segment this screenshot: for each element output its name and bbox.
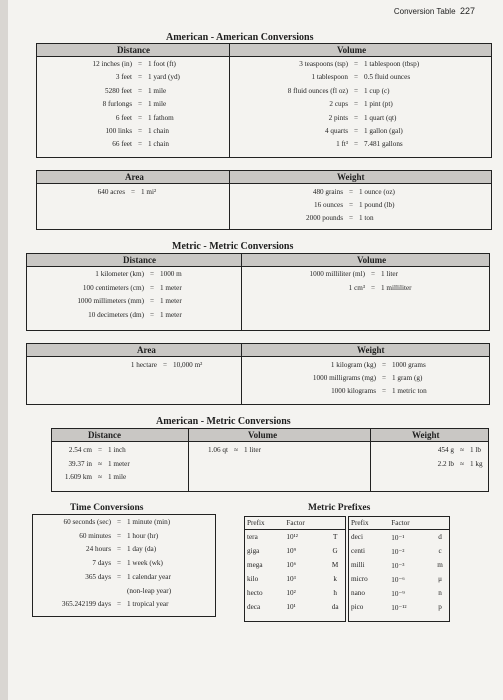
conversion-to: 1 pound (lb) — [359, 201, 395, 209]
conversion-from: 100 centimeters (cm) — [82, 283, 144, 292]
conversion-to: 1 lb — [470, 446, 481, 454]
equals-sign: = — [116, 545, 122, 554]
prefix-symbol: m — [437, 561, 443, 569]
prefix-name: deci — [351, 533, 363, 541]
prefix-row — [245, 544, 345, 558]
conversion-row — [228, 73, 410, 81]
prefix-factor: 10³ — [286, 575, 296, 583]
conversion-to: 1 foot (ft) — [148, 60, 176, 68]
conversion-to: 1 liter — [244, 446, 261, 454]
conversion-from: 100 links — [105, 127, 132, 135]
conversion-row — [54, 473, 126, 481]
conversion-row — [192, 446, 261, 454]
conversion-row — [37, 140, 169, 148]
conversion-from: 1000 milliliter (ml) — [309, 270, 365, 278]
conversion-from: 1 kilometer (km) — [95, 270, 144, 278]
conversion-from: 2 cups — [329, 100, 348, 109]
american-area-weight-box — [36, 170, 492, 230]
equals-sign: = — [353, 127, 359, 135]
conversion-row — [29, 297, 182, 305]
prefix-row — [349, 530, 449, 545]
american-metric-title: American - Metric Conversions — [156, 416, 291, 427]
equals-sign: = — [116, 600, 122, 609]
metric-weight-label: Weight — [357, 345, 385, 355]
prefix-symbol: μ — [438, 575, 442, 583]
conversion-row — [228, 140, 403, 148]
time-title: Time Conversions — [70, 503, 144, 513]
conversion-from: 16 ounces — [314, 201, 343, 209]
conversion-from: 1 kilogram (kg) — [330, 361, 376, 369]
prefix-row — [245, 530, 345, 545]
equals-sign: = — [137, 86, 143, 95]
equals-sign: = — [353, 73, 359, 82]
conversion-to: 10,000 m² — [173, 361, 203, 369]
conversion-from: 60 seconds (sec) — [63, 518, 111, 526]
prefix-name: tera — [247, 533, 258, 541]
conversion-row — [246, 361, 426, 369]
prefix-row — [349, 572, 449, 586]
conversion-to: 1 quart (qt) — [364, 113, 397, 122]
conversion-from: 480 grains — [312, 188, 343, 196]
conversion-to: 1 tropical year — [127, 600, 169, 609]
conversion-to: 1 chain — [148, 140, 169, 149]
equals-sign: = — [353, 140, 359, 149]
metric-title: Metric - Metric Conversions — [172, 241, 294, 252]
conversion-from: 60 minutes — [79, 531, 111, 540]
american-metric-weight-label: Weight — [412, 430, 440, 440]
conversion-row — [33, 545, 156, 553]
prefix-header-row — [349, 517, 449, 530]
equals-sign: = — [353, 60, 359, 68]
conversion-row — [37, 60, 176, 68]
conversion-row — [37, 100, 166, 108]
prefix-symbol: M — [331, 561, 339, 569]
prefix-symbol: d — [438, 533, 442, 541]
equals-sign: = — [348, 188, 354, 196]
conversion-row — [33, 559, 163, 567]
conversion-to: 1000 grams — [392, 361, 426, 369]
conversion-row — [33, 600, 169, 608]
prefixes-left-box — [244, 516, 346, 622]
conversion-from: 7 days — [92, 559, 111, 568]
conversion-to: 1 meter — [108, 459, 130, 468]
prefix-name: pico — [351, 603, 364, 611]
metric-area-label: Area — [137, 345, 156, 355]
metric-volume-label: Volume — [357, 255, 387, 265]
metric-area-weight-box — [26, 343, 490, 405]
prefix-name: giga — [247, 547, 260, 555]
conversion-from: 3 feet — [115, 73, 132, 82]
equals-sign: = — [97, 446, 103, 454]
conversion-to: 1 meter — [160, 283, 182, 292]
american-metric-distance-label: Distance — [88, 430, 121, 440]
prefix-name: mega — [247, 561, 263, 569]
conversion-to: 1 gallon (gal) — [364, 127, 403, 135]
conversion-row — [29, 270, 182, 278]
conversion-to: 1 mile — [108, 473, 127, 481]
conversion-row — [57, 361, 202, 369]
conversion-row — [33, 573, 171, 581]
prefixes-title: Metric Prefixes — [308, 503, 371, 513]
conversion-from: 2 pints — [328, 113, 348, 122]
conversion-from: 365 days — [85, 572, 111, 581]
conversion-to: 1 week (wk) — [127, 559, 163, 568]
equals-sign: ≈ — [460, 459, 464, 468]
conversion-from: 12 inches (in) — [92, 60, 132, 68]
conversion-from: 1000 millimeters (mm) — [77, 297, 144, 305]
equals-sign: = — [137, 113, 143, 122]
conversion-from: 8 fluid ounces (fl oz) — [287, 86, 348, 95]
prefix-symbol: G — [332, 547, 338, 555]
prefixes-left-table — [245, 517, 345, 614]
american-volume-label: Volume — [337, 45, 367, 55]
conversion-from: 1.06 qt — [208, 446, 228, 454]
conversion-to: 1 fathom — [148, 113, 174, 122]
conversion-from: 4 quarts — [325, 127, 348, 135]
conversion-row — [414, 460, 483, 468]
equals-sign: = — [149, 297, 155, 305]
equals-sign: = — [149, 283, 155, 292]
conversion-to: 1 calendar year — [127, 572, 171, 581]
conversion-from: 24 hours — [86, 545, 111, 554]
conversion-to: 1 milliliter — [381, 283, 412, 292]
equals-sign: = — [348, 214, 354, 222]
conversion-from: 365.242199 days — [61, 600, 111, 609]
equals-sign: = — [370, 270, 376, 278]
conversion-row — [37, 114, 174, 122]
prefix-table — [245, 517, 345, 614]
equals-sign: = — [137, 60, 143, 68]
prefix-factor: 10⁻² — [391, 547, 405, 556]
equals-sign: = — [149, 270, 155, 278]
prefix-factor: 10² — [286, 589, 296, 597]
equals-sign: = — [353, 100, 359, 109]
time-box — [32, 514, 216, 617]
equals-sign: ≈ — [460, 446, 464, 454]
equals-sign: = — [149, 310, 155, 319]
conversion-from: 1000 kilograms — [331, 387, 376, 395]
prefix-row — [349, 586, 449, 600]
equals-sign: = — [116, 559, 122, 568]
prefix-symbol: h — [333, 589, 337, 597]
conversion-to: 1 mile — [148, 100, 167, 109]
american-area-label: Area — [125, 172, 144, 182]
american-distance-label: Distance — [117, 45, 150, 55]
conversion-from: 1000 milligrams (mg) — [312, 374, 376, 382]
prefix-row — [245, 572, 345, 586]
conversion-row — [33, 587, 171, 595]
conversion-row — [255, 270, 398, 278]
conversion-to: 1 tablespoon (tbsp) — [364, 60, 420, 68]
conversion-from: 6 feet — [115, 113, 132, 122]
prefix-symbol: k — [333, 575, 337, 583]
prefix-row — [245, 586, 345, 600]
conversion-row — [37, 87, 166, 95]
equals-sign: = — [381, 361, 387, 369]
equals-sign: = — [116, 518, 122, 526]
american-metric-volume-label: Volume — [248, 430, 278, 440]
conversion-to: 1 pint (pt) — [364, 100, 393, 109]
conversion-to: 1 kg — [470, 459, 483, 468]
page — [8, 0, 503, 700]
conversion-from: 1.609 km — [64, 473, 92, 481]
american-weight-label: Weight — [337, 172, 365, 182]
prefix-name: centi — [351, 547, 365, 555]
conversion-row — [54, 446, 126, 454]
conversion-row — [255, 284, 412, 292]
conversion-from: 640 acres — [97, 188, 125, 196]
conversion-to: 1 minute (min) — [127, 518, 171, 526]
conversion-row — [414, 446, 481, 454]
equals-sign: ≈ — [98, 459, 102, 468]
conversion-row — [228, 127, 403, 135]
conversion-to: 1 yard (yd) — [148, 73, 180, 82]
equals-sign: = — [348, 201, 354, 209]
prefix-header-cell: Prefix — [349, 517, 389, 530]
prefix-header-cell — [431, 517, 449, 530]
conversion-from: 1 ft³ — [336, 140, 348, 149]
conversion-row — [54, 460, 130, 468]
conversion-row — [37, 188, 156, 196]
prefix-factor: 10⁶ — [286, 561, 297, 569]
header-title: Conversion Table — [393, 7, 456, 16]
conversion-to: 1 metric ton — [392, 387, 427, 395]
prefix-symbol: T — [332, 533, 338, 541]
prefix-name: kilo — [247, 575, 259, 583]
metric-distance-volume-box — [26, 253, 490, 331]
conversion-to: 1 meter — [160, 297, 182, 305]
prefix-row — [349, 600, 449, 614]
prefix-factor: 10¹² — [286, 533, 298, 541]
conversion-to: 1 day (da) — [127, 545, 157, 554]
conversion-to: 1 inch — [108, 446, 126, 454]
conversion-row — [228, 114, 396, 122]
conversion-from: 1 hectare — [130, 361, 157, 369]
prefix-factor: 10⁻⁶ — [391, 575, 405, 584]
conversion-from: 2000 pounds — [306, 214, 343, 222]
prefix-symbol: n — [438, 589, 442, 597]
conversion-from: 454 g — [437, 446, 454, 454]
conversion-to: (non-leap year) — [127, 586, 172, 595]
equals-sign: = — [130, 188, 136, 196]
conversion-row — [263, 201, 395, 209]
conversion-from: 1 cm³ — [348, 283, 365, 292]
conversion-row — [228, 87, 390, 95]
conversion-to: 1 cup (c) — [364, 86, 390, 95]
american-title: American - American Conversions — [166, 32, 314, 43]
page-number: 227 — [459, 6, 475, 16]
conversion-row — [246, 387, 427, 395]
prefixes-right-table — [349, 517, 449, 614]
conversion-to: 1 liter — [381, 270, 398, 278]
conversion-from: 3 teaspoons (tsp) — [299, 60, 348, 68]
equals-sign: = — [370, 283, 376, 292]
equals-sign: = — [162, 361, 168, 369]
conversion-to: 1 mile — [148, 86, 167, 95]
equals-sign: = — [116, 572, 122, 581]
prefix-row — [349, 544, 449, 558]
prefix-row — [245, 600, 345, 614]
prefix-factor: 10⁻¹² — [391, 603, 407, 612]
prefix-name: micro — [351, 575, 368, 583]
prefix-name: hecto — [247, 589, 263, 597]
prefix-symbol: p — [438, 603, 442, 611]
conversion-to: 1 ton — [359, 214, 374, 222]
prefix-header-row — [245, 517, 345, 530]
conversion-to: 7.481 gallons — [364, 140, 403, 149]
prefix-header-cell: Factor — [389, 517, 431, 530]
conversion-to: 1000 m — [160, 270, 182, 278]
conversion-row — [29, 284, 182, 292]
conversion-row — [33, 518, 170, 526]
equals-sign: = — [137, 73, 143, 82]
conversion-from: 2.2 lb — [437, 459, 454, 468]
conversion-row — [37, 127, 169, 135]
conversion-row — [37, 73, 180, 81]
conversion-from: 66 feet — [112, 140, 132, 149]
equals-sign: = — [353, 86, 359, 95]
prefix-factor: 10⁹ — [286, 547, 297, 555]
conversion-from: 5280 feet — [105, 86, 132, 95]
conversion-to: 1 hour (hr) — [127, 531, 159, 540]
conversion-row — [33, 532, 158, 540]
prefix-table — [349, 517, 449, 614]
prefix-factor: 10⁻⁹ — [391, 589, 405, 598]
equals-sign: = — [116, 531, 122, 540]
prefix-row — [245, 558, 345, 572]
conversion-to: 1 chain — [148, 127, 169, 135]
conversion-to: 0.5 fluid ounces — [364, 73, 411, 82]
conversion-from: 8 furlongs — [102, 100, 132, 109]
conversion-to: 1 gram (g) — [392, 374, 423, 382]
conversion-from: 10 decimeters (dm) — [88, 310, 144, 319]
conversion-row — [263, 188, 395, 196]
conversion-to: 1 meter — [160, 310, 182, 319]
prefix-factor: 10⁻¹ — [391, 533, 405, 542]
prefix-row — [349, 558, 449, 572]
prefix-name: milli — [351, 561, 365, 569]
conversion-from: 1 tablespoon — [311, 73, 348, 82]
equals-sign: = — [137, 140, 143, 149]
conversion-row — [228, 100, 393, 108]
prefix-name: nano — [351, 589, 365, 597]
prefixes-right-box — [348, 516, 450, 622]
prefix-symbol: c — [438, 547, 442, 555]
equals-sign: = — [381, 387, 387, 395]
running-header — [394, 6, 475, 16]
equals-sign: = — [137, 127, 143, 135]
american-distance-volume-box — [36, 43, 492, 158]
equals-sign: ≈ — [234, 446, 238, 454]
prefix-factor: 10⁻³ — [391, 561, 405, 570]
prefix-header-cell: Prefix — [245, 517, 284, 530]
equals-sign: = — [137, 100, 143, 109]
prefix-header-cell — [325, 517, 345, 530]
conversion-row — [29, 311, 182, 319]
equals-sign: = — [353, 113, 359, 122]
equals-sign: ≈ — [98, 473, 102, 481]
equals-sign: = — [381, 374, 387, 382]
conversion-from: 39.37 in — [68, 459, 92, 468]
prefix-header-cell: Factor — [284, 517, 325, 530]
prefix-name: deca — [247, 603, 261, 611]
conversion-to: 1 mi² — [141, 188, 157, 196]
prefix-symbol: da — [331, 603, 339, 611]
conversion-to: 1 ounce (oz) — [359, 188, 395, 196]
conversion-row — [246, 374, 422, 382]
metric-distance-label: Distance — [123, 255, 156, 265]
prefix-factor: 10¹ — [286, 603, 296, 611]
american-metric-box — [51, 428, 489, 492]
conversion-row — [263, 214, 374, 222]
conversion-from: 2.54 cm — [68, 446, 92, 454]
conversion-row — [228, 60, 419, 68]
